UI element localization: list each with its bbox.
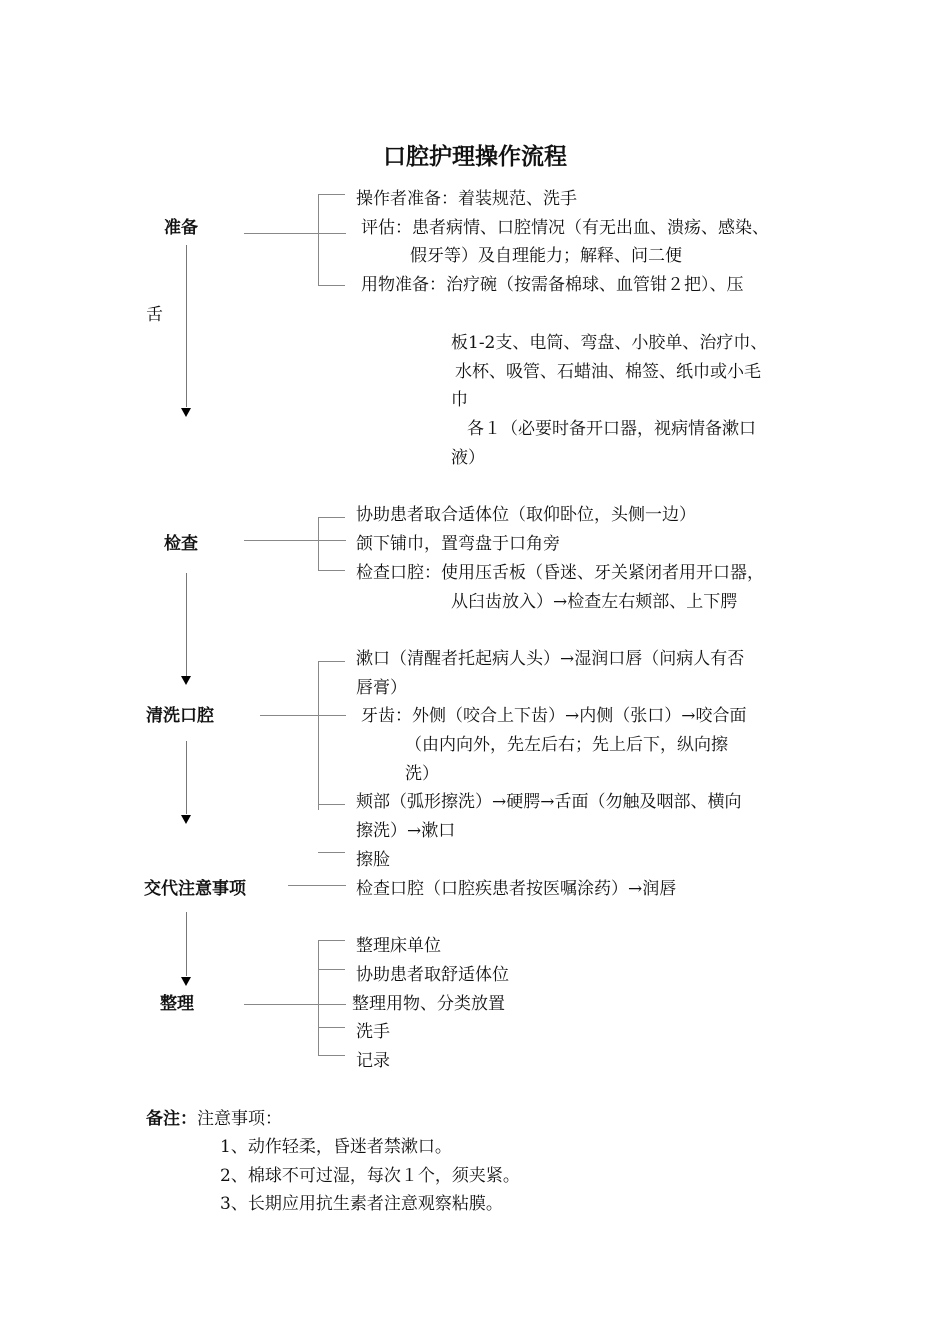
flow-line — [186, 741, 187, 814]
prep-operator: 操作者准备：着装规范、洗手 — [356, 189, 577, 209]
instruct-check: 检查口腔（口腔疾患者按医嘱涂药）→润唇 — [356, 879, 677, 899]
tidy-bed: 整理床单位 — [356, 936, 441, 956]
bracket-tick — [318, 940, 345, 941]
inspect-towel: 颌下铺巾，置弯盘于口角旁 — [356, 534, 560, 554]
tidy-supplies: 整理用物、分类放置 — [352, 994, 505, 1014]
prep-supplies-line1: 用物准备：治疗碗（按需备棉球、血管钳２把）、压 — [361, 275, 744, 295]
connector-line — [260, 715, 346, 716]
clean-rinse-line2: 唇膏） — [356, 678, 407, 698]
bracket-tick — [318, 1027, 345, 1028]
prep-supplies-line6: 液） — [451, 448, 485, 468]
bracket-line — [318, 517, 319, 570]
prep-assess-line2: 假牙等）及自理能力；解释、问二便 — [410, 246, 682, 266]
bracket-tick — [318, 285, 345, 286]
tidy-wash: 洗手 — [356, 1022, 390, 1042]
bracket-tick — [318, 661, 345, 662]
step-prepare: 准备 — [164, 218, 198, 238]
bracket-line — [318, 194, 319, 285]
bracket-tick — [318, 969, 345, 970]
connector-line — [244, 233, 346, 234]
clean-rinse-line1: 漱口（清醒者托起病人头）→湿润口唇（问病人有否 — [356, 649, 745, 669]
flow-line — [186, 573, 187, 676]
step-instruct: 交代注意事项 — [144, 879, 246, 899]
step-clean: 清洗口腔 — [146, 706, 214, 726]
prep-supplies-line5: 各１（必要时备开口器，视病情备漱口 — [467, 419, 756, 439]
bracket-line — [318, 661, 319, 810]
connector-line — [288, 885, 346, 886]
inspect-check-line1: 检查口腔：使用压舌板（昏迷、牙关紧闭者用开口器， — [356, 563, 764, 583]
clean-cheek-line1: 颊部（弧形擦洗）→硬腭→舌面（勿触及咽部、横向 — [356, 792, 742, 812]
clean-teeth-line1: 牙齿：外侧（咬合上下齿）→内侧（张口）→咬合面 — [361, 706, 747, 726]
prep-supplies-line2: 板1-2支、电筒、弯盘、小胶单、治疗巾、 — [451, 333, 768, 353]
clean-teeth-line2: （由内向外，先左后右；先上后下，纵向擦 — [405, 735, 728, 755]
down-arrow-icon — [181, 676, 191, 685]
notes-label: 备注： — [146, 1109, 197, 1129]
note-item: 1、动作轻柔，昏迷者禁漱口。 — [220, 1137, 452, 1157]
tidy-comfort: 协助患者取舒适体位 — [356, 965, 509, 985]
prep-supplies-line4: 巾 — [451, 390, 468, 410]
inspect-check-line2: 从臼齿放入）→检查左右颊部、上下腭 — [451, 592, 738, 612]
bracket-tick — [318, 570, 345, 571]
note-item: 3、长期应用抗生素者注意观察粘膜。 — [220, 1194, 503, 1214]
prep-assess-line1: 评估：患者病情、口腔情况（有无出血、溃疡、感染、 — [361, 218, 769, 238]
clean-teeth-line3: 洗） — [405, 764, 439, 784]
bracket-tick — [318, 852, 345, 853]
bracket-line — [318, 940, 319, 1055]
prep-supplies-wrap: 舌 — [146, 305, 163, 325]
step-inspect: 检查 — [164, 534, 198, 554]
bracket-tick — [318, 517, 345, 518]
bracket-tick — [318, 804, 345, 805]
flow-line — [186, 912, 187, 976]
clean-wipe: 擦脸 — [356, 850, 390, 870]
connector-line — [244, 540, 346, 541]
down-arrow-icon — [181, 408, 191, 417]
notes-heading: 注意事项： — [197, 1109, 282, 1129]
notes-header — [146, 1108, 282, 1130]
clean-cheek-line2: 擦洗）→漱口 — [356, 821, 456, 841]
bracket-tick — [318, 194, 345, 195]
step-tidy: 整理 — [160, 994, 194, 1014]
flow-line — [186, 245, 187, 407]
inspect-position: 协助患者取合适体位（取仰卧位，头侧一边） — [356, 505, 696, 525]
page-title: 口腔护理操作流程 — [383, 144, 567, 170]
note-item: 2、棉球不可过湿，每次１个，须夹紧。 — [220, 1166, 520, 1186]
down-arrow-icon — [181, 977, 191, 986]
connector-line — [244, 1004, 346, 1005]
tidy-record: 记录 — [356, 1051, 390, 1071]
bracket-tick — [318, 1055, 345, 1056]
prep-supplies-line3: 水杯、吸管、石蜡油、棉签、纸巾或小毛 — [455, 362, 761, 382]
down-arrow-icon — [181, 815, 191, 824]
